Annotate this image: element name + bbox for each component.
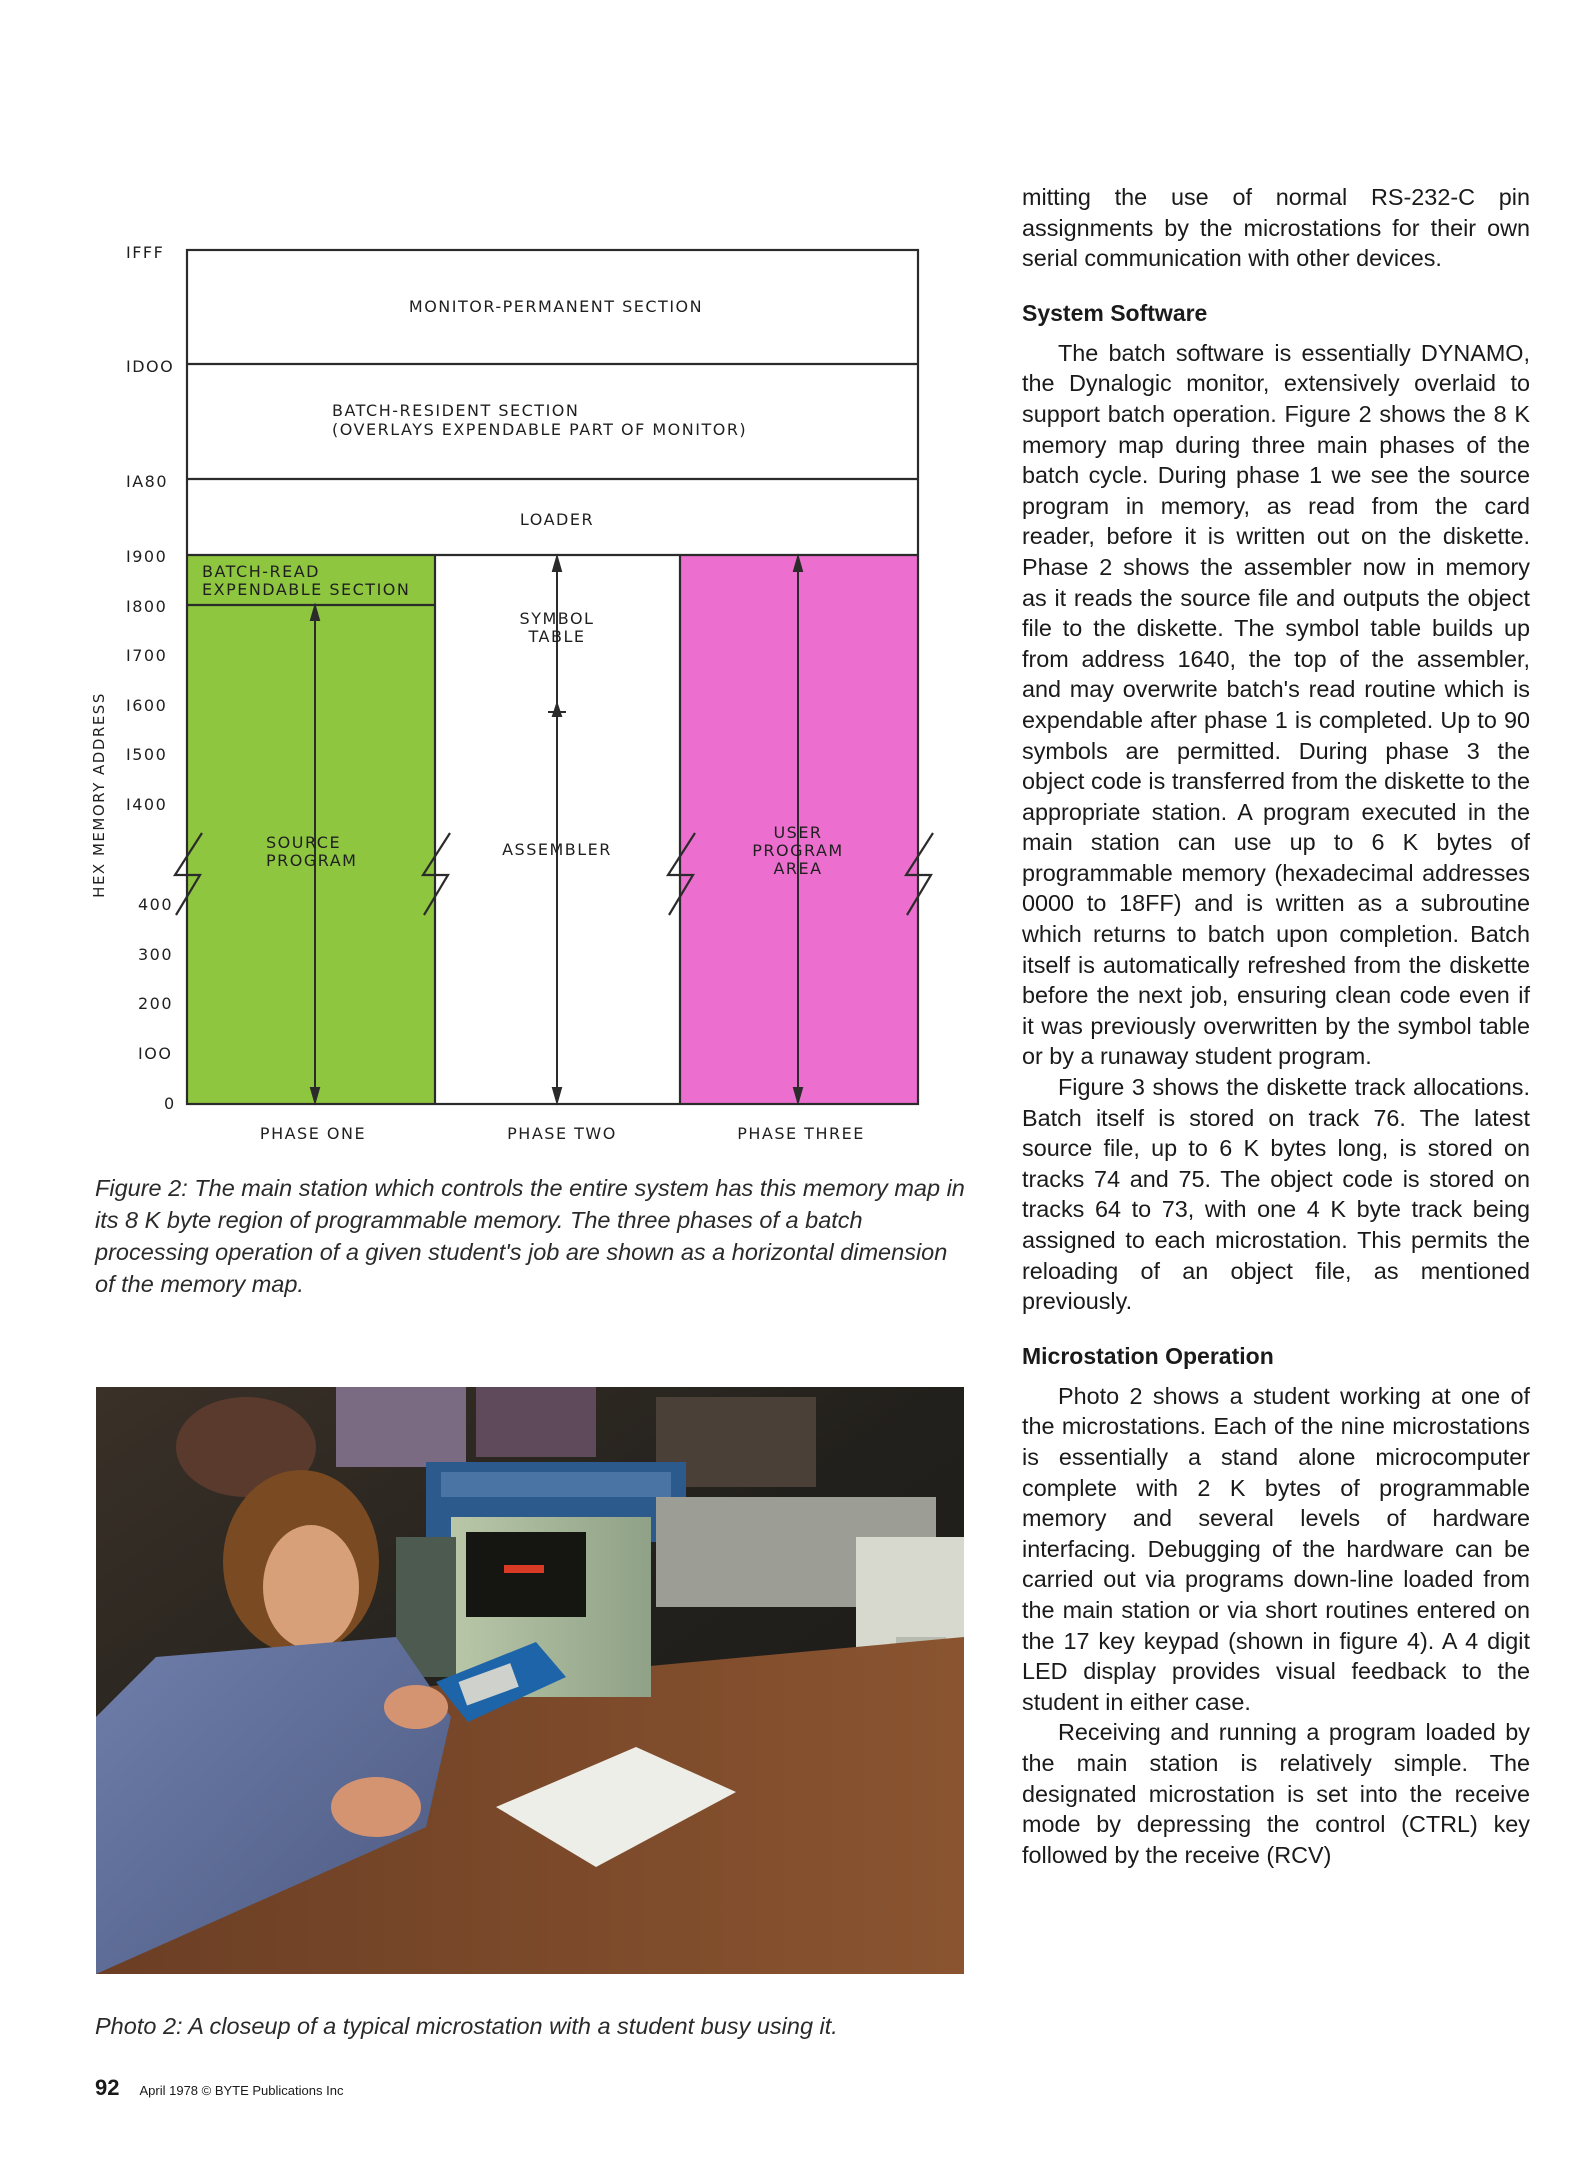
- symbol-table-label-2: TABLE: [528, 627, 586, 646]
- address-label: IFFF: [126, 243, 165, 262]
- address-label: I800: [126, 597, 168, 616]
- phase-one-label: PHASE ONE: [259, 1124, 367, 1143]
- address-label: 200: [138, 994, 174, 1013]
- batch-read-label: BATCH-READ: [202, 562, 320, 581]
- address-label: IA80: [126, 472, 169, 491]
- assembler-label: ASSEMBLER: [502, 840, 612, 859]
- address-label: 0: [164, 1094, 176, 1113]
- figure-caption: Figure 2: The main station which controls the entire system has this memory map in its 8 K byte region of programmable memory. The three phases of a batch processing operation of a given student's job are shown as a horizontal dimension of the memory map.: [95, 1175, 965, 1297]
- page-footer: [95, 2075, 343, 2101]
- monitor-label: MONITOR-PERMANENT SECTION: [408, 297, 704, 316]
- y-axis-label: HEX MEMORY ADDRESS: [90, 692, 108, 898]
- batch-resident-label: BATCH-RESIDENT SECTION: [332, 401, 580, 420]
- publication-credit: April 1978 © BYTE Publications Inc: [139, 2083, 344, 2098]
- source-program-label: SOURCE: [266, 833, 342, 852]
- article-column: [1022, 182, 1530, 1870]
- source-program-label-2: PROGRAM: [266, 851, 358, 870]
- address-label: I400: [126, 795, 168, 814]
- microstation-photo: [96, 1387, 964, 1974]
- address-label: I600: [126, 696, 168, 715]
- page-number: 92: [95, 2075, 120, 2100]
- user-program-label-2: PROGRAM: [752, 841, 844, 860]
- address-labels: [126, 243, 176, 1113]
- user-program-label: USER: [773, 823, 823, 842]
- system-software-paragraph-1: The batch software is essentially DYNAMO, the Dynalogic monitor, extensively overlaid to support batch operation. Figure 2 shows the 8 K memory map during three main phases of the batch cycle. During phase 1 we see the source program in memory, as read from the card reader, before it is written out on the diskette. Phase 2 shows the assembler now in memory as it reads the source file and outputs the object file to the diskette. The symbol table builds up from address 1640, the top of the assembler, and may overwrite batch's read routine which is expendable after phase 1 is completed. Up to 90 symbols are permitted. During phase 3 the object code is transferred from the diskette to the appropriate station. A program executed in the main station can use up to 6 K bytes of programmable memory (hexadecimal addresses 0000 to 18FF) and is written as a subroutine which returns to batch upon completion. Batch itself is automatically refreshed from the diskette before the next job, ensuring clean code even if it was previously overwritten by the symbol table or by a runaway student program.: [1022, 339, 1530, 1070]
- memory-map-figure: [80, 225, 960, 1155]
- address-label: 400: [138, 895, 174, 914]
- address-label: 300: [138, 945, 174, 964]
- batch-resident-note: (OVERLAYS EXPENDABLE PART OF MONITOR): [332, 420, 748, 439]
- microstation-paragraph-1: Photo 2 shows a student working at one of the microstations. Each of the nine microstations is essentially a stand alone microcomputer complete with 2 K bytes of programmable memory and several levels of hardware interfacing. Debugging of the hardware can be carried out via programs down-line loaded from the main station or via short routines entered on the 17 key keypad (shown in figure 4). A 4 digit LED display provides visual feedback to the student in either case.: [1022, 1382, 1530, 1715]
- microstation-operation-heading: Microstation Operation: [1022, 1342, 1274, 1369]
- address-label: IOO: [138, 1044, 173, 1063]
- intro-paragraph: mitting the use of normal RS-232-C pin assignments by the microstations for their own serial communication with other devices.: [1022, 184, 1530, 272]
- address-label: I700: [126, 646, 168, 665]
- phase-labels: [260, 1124, 865, 1143]
- photo-caption: Photo 2: A closeup of a typical microstation with a student busy using it.: [95, 2013, 838, 2039]
- system-software-heading: System Software: [1022, 299, 1208, 326]
- phase-one-green-region: [187, 555, 435, 1104]
- system-software-paragraph-2: Figure 3 shows the diskette track allocations. Batch itself is stored on track 76. The latest source file, up to 6 K bytes long, is stored on tracks 74 and 75. The object code is stored on tracks 64 to 73, with one 4 K byte track being assigned to each microstation. This permits the reloading of an object file, as mentioned previously.: [1022, 1074, 1530, 1315]
- symbol-table-label: SYMBOL: [519, 609, 595, 628]
- address-label: I500: [126, 745, 168, 764]
- microstation-paragraph-2: Receiving and running a program loaded by the main station is relatively simple. The designated microstation is set into the receive mode by depressing the control (CTRL) key followed by the receive (RCV): [1022, 1719, 1530, 1868]
- batch-read-note: EXPENDABLE SECTION: [202, 580, 411, 599]
- address-label: I900: [126, 547, 168, 566]
- user-program-label-3: AREA: [773, 859, 823, 878]
- phase-three-label: PHASE THREE: [737, 1124, 865, 1143]
- loader-label: LOADER: [519, 510, 595, 529]
- address-label: IDOO: [126, 357, 175, 376]
- phase-two-label: PHASE TWO: [507, 1124, 617, 1143]
